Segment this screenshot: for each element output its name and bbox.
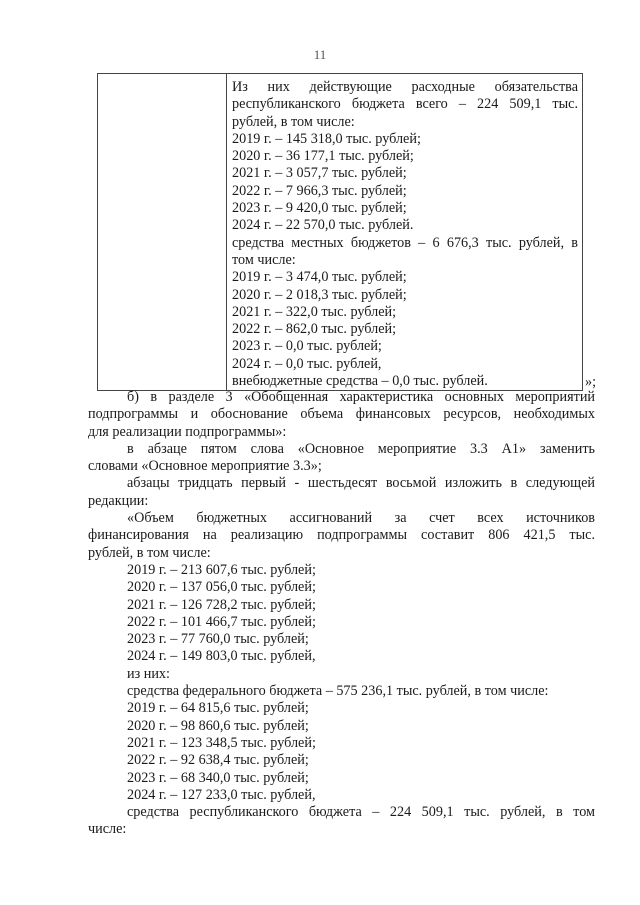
body-text <box>88 389 595 839</box>
paragraph-line: средства республиканского бюджета – 224 509,1 тыс. рублей, в том <box>127 804 595 821</box>
budget-table <box>97 73 583 391</box>
table-line: средства местных бюджетов – 6 676,3 тыс. рублей, в <box>232 234 578 251</box>
paragraph-line: для реализации подпрограммы»: <box>88 423 287 440</box>
paragraph-line: числе: <box>88 821 127 838</box>
paragraph-line: в абзаце пятом слова «Основное мероприятие 3.3 А1» заменить <box>127 440 595 457</box>
table-line: 2021 г. – 3 057,7 тыс. рублей; <box>232 165 407 182</box>
paragraph-line: «Объем бюджетных ассигнований за счет всех источников <box>127 510 595 527</box>
paragraph-line: финансирования на реализацию подпрограммы составит 806 421,5 тыс. <box>88 527 595 544</box>
paragraph-line: 2024 г. – 149 803,0 тыс. рублей, <box>127 648 316 665</box>
table-line: Из них действующие расходные обязательства <box>232 79 578 95</box>
table-line: республиканского бюджета всего – 224 509,1 тыс. <box>232 96 578 113</box>
paragraph-line: 2022 г. – 101 466,7 тыс. рублей; <box>127 613 316 630</box>
paragraph-line: из них: <box>127 665 170 682</box>
paragraph-line: 2019 г. – 64 815,6 тыс. рублей; <box>127 700 309 717</box>
table-line: 2022 г. – 862,0 тыс. рублей; <box>232 321 397 338</box>
table-line: 2020 г. – 2 018,3 тыс. рублей; <box>232 286 407 303</box>
paragraph-line: 2019 г. – 213 607,6 тыс. рублей; <box>127 561 316 578</box>
paragraph-line: 2020 г. – 137 056,0 тыс. рублей; <box>127 579 316 596</box>
table-line: 2024 г. – 22 570,0 тыс. рублей. <box>232 217 414 234</box>
paragraph-line: рублей, в том числе: <box>88 544 211 561</box>
table-closing-mark: »; <box>585 374 597 390</box>
table-line: 2024 г. – 0,0 тыс. рублей, <box>232 355 382 372</box>
paragraph-line: 2023 г. – 68 340,0 тыс. рублей; <box>127 769 309 786</box>
table-line: рублей, в том числе: <box>232 113 355 130</box>
paragraph-line: 2022 г. – 92 638,4 тыс. рублей; <box>127 752 309 769</box>
paragraph-line: 2020 г. – 98 860,6 тыс. рублей; <box>127 717 309 734</box>
table-line: внебюджетные средства – 0,0 тыс. рублей. <box>232 373 488 390</box>
table-line: 2023 г. – 9 420,0 тыс. рублей; <box>232 200 407 217</box>
page-number: 11 <box>313 47 327 62</box>
table-line: 2019 г. – 145 318,0 тыс. рублей; <box>232 130 421 147</box>
paragraph-line: 2023 г. – 77 760,0 тыс. рублей; <box>127 631 309 648</box>
paragraph-line: редакции: <box>88 492 149 509</box>
table-line: 2022 г. – 7 966,3 тыс. рублей; <box>232 182 407 199</box>
table-line: 2021 г. – 322,0 тыс. рублей; <box>232 303 397 320</box>
table-line: 2023 г. – 0,0 тыс. рублей; <box>232 338 382 355</box>
table-line: том числе: <box>232 251 296 268</box>
paragraph-line: средства федерального бюджета – 575 236,1 тыс. рублей, в том числе: <box>127 683 549 700</box>
paragraph-line: словами «Основное мероприятие 3.3»; <box>88 458 322 475</box>
table-line: 2020 г. – 36 177,1 тыс. рублей; <box>232 148 414 165</box>
paragraph-line: абзацы тридцать первый - шестьдесят восьмой изложить в следующей <box>127 475 595 492</box>
paragraph-line: подпрограммы и обоснование объема финансовых ресурсов, необходимых <box>88 406 595 423</box>
table-right-cell <box>232 79 578 390</box>
paragraph-line: б) в разделе 3 «Обобщенная характеристика основных мероприятий <box>127 389 595 405</box>
table-line: 2019 г. – 3 474,0 тыс. рублей; <box>232 269 407 286</box>
paragraph-line: 2021 г. – 123 348,5 тыс. рублей; <box>127 734 316 751</box>
paragraph-line: 2024 г. – 127 233,0 тыс. рублей, <box>127 786 316 803</box>
paragraph-line: 2021 г. – 126 728,2 тыс. рублей; <box>127 596 316 613</box>
table-left-cell <box>226 74 227 390</box>
